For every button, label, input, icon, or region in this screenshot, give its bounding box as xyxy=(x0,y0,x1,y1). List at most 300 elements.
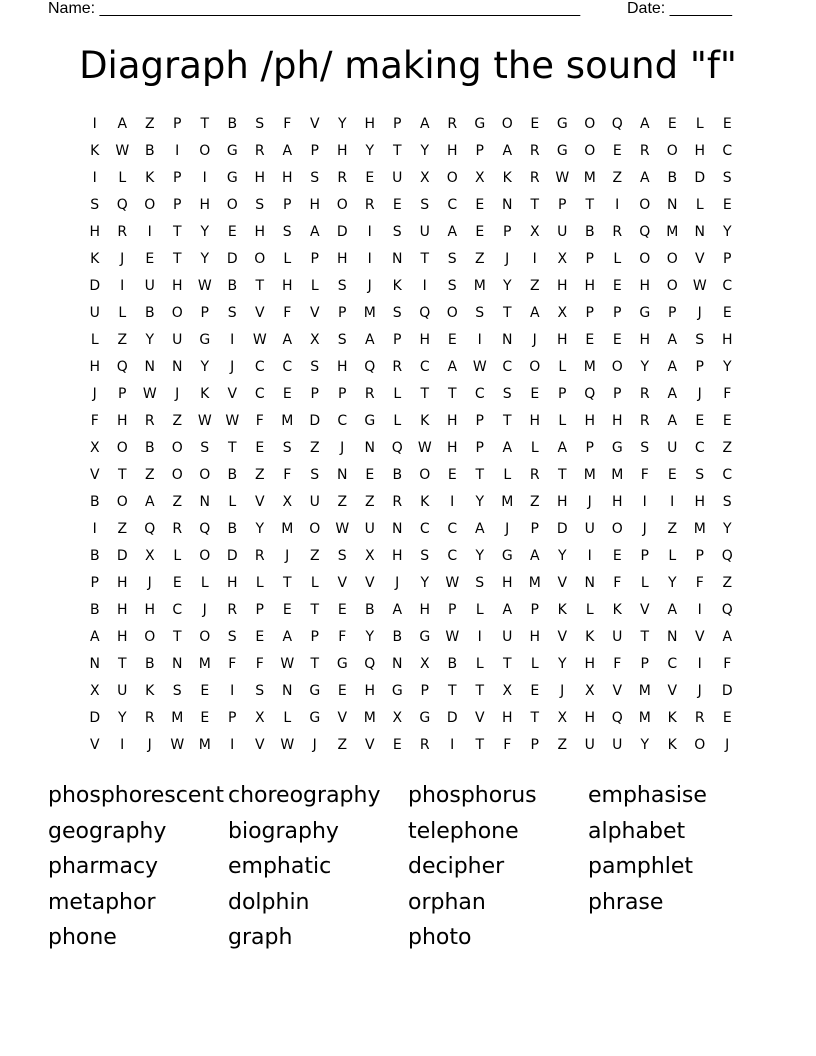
grid-letter: C xyxy=(722,143,733,159)
grid-letter: B xyxy=(447,656,458,672)
grid-letter: P xyxy=(283,197,292,213)
grid-letter: H xyxy=(336,143,348,159)
grid-letter: H xyxy=(611,413,623,429)
grid-letter: S xyxy=(502,386,512,402)
grid-letter: P xyxy=(723,251,732,267)
grid-letter: A xyxy=(502,143,513,159)
grid-letter: T xyxy=(200,116,210,132)
grid-letter: E xyxy=(475,197,485,213)
grid-letter: A xyxy=(474,521,485,537)
grid-row xyxy=(81,708,741,735)
grid-letter: H xyxy=(89,359,101,375)
grid-letter: E xyxy=(282,386,292,402)
grid-letter: O xyxy=(611,359,623,375)
grid-letter: H xyxy=(281,278,293,294)
grid-letter: W xyxy=(280,656,295,672)
grid-letter: P xyxy=(503,224,512,240)
grid-letter: N xyxy=(502,332,513,348)
grid-letter: M xyxy=(638,710,651,726)
grid-letter: V xyxy=(89,737,100,753)
grid-letter: B xyxy=(227,467,238,483)
grid-letter: Y xyxy=(255,521,265,537)
grid-letter: U xyxy=(364,521,375,537)
grid-letter: A xyxy=(722,629,733,645)
grid-letter: Y xyxy=(475,494,485,510)
grid-row xyxy=(81,627,741,654)
grid-letter: I xyxy=(450,494,455,510)
grid-letter: S xyxy=(722,494,732,510)
grid-letter: D xyxy=(89,278,101,294)
grid-letter: I xyxy=(92,116,97,132)
grid-letter: U xyxy=(667,440,678,456)
grid-letter: P xyxy=(695,359,704,375)
grid-letter: G xyxy=(611,440,623,456)
grid-letter: M xyxy=(473,278,486,294)
grid-letter: L xyxy=(558,413,567,429)
grid-letter: F xyxy=(338,629,347,645)
grid-letter: B xyxy=(584,224,595,240)
grid-letter: O xyxy=(446,305,458,321)
grid-letter: G xyxy=(226,143,238,159)
grid-letter: W xyxy=(472,359,487,375)
grid-letter: T xyxy=(475,467,485,483)
grid-letter: C xyxy=(254,359,265,375)
grid-row xyxy=(81,573,741,600)
grid-letter: A xyxy=(639,116,650,132)
grid-letter: T xyxy=(117,656,127,672)
grid-letter: S xyxy=(392,305,402,321)
grid-letter: A xyxy=(117,116,128,132)
grid-letter: Z xyxy=(309,440,320,456)
grid-letter: I xyxy=(120,278,125,294)
grid-letter: S xyxy=(200,440,210,456)
grid-letter: L xyxy=(668,548,677,564)
grid-letter: E xyxy=(365,170,375,186)
grid-letter: W xyxy=(225,413,240,429)
grid-letter: J xyxy=(395,575,400,591)
grid-letter: S xyxy=(282,440,292,456)
grid-letter: D xyxy=(336,224,348,240)
grid-letter: H xyxy=(556,278,568,294)
grid-letter: H xyxy=(446,413,458,429)
grid-letter: G xyxy=(391,683,403,699)
word-list-item: phosphorescent xyxy=(48,783,224,808)
grid-letter: H xyxy=(694,143,706,159)
grid-letter: E xyxy=(392,197,402,213)
grid-letter: T xyxy=(640,629,650,645)
grid-letter: V xyxy=(254,737,265,753)
grid-letter: M xyxy=(363,710,376,726)
grid-letter: X xyxy=(254,710,265,726)
grid-letter: V xyxy=(364,737,375,753)
grid-letter: T xyxy=(172,251,182,267)
grid-letter: R xyxy=(254,548,265,564)
grid-letter: F xyxy=(613,656,622,672)
grid-letter: V xyxy=(337,710,348,726)
grid-letter: P xyxy=(310,143,319,159)
grid-letter: S xyxy=(475,305,485,321)
grid-letter: C xyxy=(337,413,348,429)
grid-row xyxy=(81,519,741,546)
grid-letter: H xyxy=(419,332,431,348)
grid-letter: R xyxy=(612,224,623,240)
grid-letter: W xyxy=(692,278,707,294)
grid-letter: V xyxy=(694,629,705,645)
grid-letter: P xyxy=(613,305,622,321)
grid-letter: N xyxy=(364,440,375,456)
grid-letter: O xyxy=(639,251,651,267)
grid-letter: Q xyxy=(721,602,733,618)
grid-letter: M xyxy=(666,224,679,240)
grid-letter: X xyxy=(529,224,540,240)
grid-letter: X xyxy=(584,683,595,699)
grid-letter: A xyxy=(144,494,155,510)
grid-letter: Z xyxy=(364,494,375,510)
grid-letter: L xyxy=(475,602,484,618)
grid-letter: O xyxy=(171,467,183,483)
grid-letter: E xyxy=(667,467,677,483)
grid-letter: X xyxy=(364,548,375,564)
grid-letter: Y xyxy=(557,548,567,564)
grid-letter: X xyxy=(392,710,403,726)
grid-letter: W xyxy=(417,440,432,456)
grid-letter: V xyxy=(309,305,320,321)
grid-letter: I xyxy=(367,224,372,240)
grid-letter: P xyxy=(530,602,539,618)
grid-letter: J xyxy=(312,737,317,753)
grid-letter: J xyxy=(147,575,152,591)
word-list-item: pamphlet xyxy=(588,854,694,879)
grid-letter: Y xyxy=(640,359,650,375)
grid-letter: Q xyxy=(364,656,376,672)
grid-letter: S xyxy=(420,548,430,564)
grid-letter: L xyxy=(393,413,402,429)
grid-letter: O xyxy=(666,278,678,294)
grid-letter: O xyxy=(199,629,211,645)
grid-letter: M xyxy=(583,170,596,186)
grid-letter: U xyxy=(144,278,155,294)
grid-letter: E xyxy=(722,305,732,321)
grid-letter: Y xyxy=(420,575,430,591)
word-list-item: biography xyxy=(228,818,339,844)
grid-letter: O xyxy=(171,305,183,321)
grid-letter: R xyxy=(529,143,540,159)
grid-letter: Z xyxy=(337,737,348,753)
grid-letter: Q xyxy=(144,521,156,537)
grid-letter: H xyxy=(721,332,733,348)
grid-letter: K xyxy=(585,629,595,645)
grid-row xyxy=(81,141,741,168)
grid-letter: M xyxy=(198,737,211,753)
grid-letter: C xyxy=(722,278,733,294)
grid-letter: N xyxy=(282,683,293,699)
grid-letter: C xyxy=(254,386,265,402)
grid-letter: T xyxy=(227,440,237,456)
grid-letter: U xyxy=(502,629,513,645)
grid-letter: S xyxy=(337,278,347,294)
grid-letter: E xyxy=(200,710,210,726)
grid-letter: B xyxy=(144,143,155,159)
grid-letter: V xyxy=(254,305,265,321)
grid-letter: Q xyxy=(584,386,596,402)
grid-letter: R xyxy=(529,467,540,483)
word-list-item: phosphorus xyxy=(408,783,537,808)
grid-letter: D xyxy=(446,710,458,726)
grid-letter: G xyxy=(556,143,568,159)
grid-letter: W xyxy=(555,170,570,186)
grid-letter: J xyxy=(725,737,730,753)
grid-letter: L xyxy=(475,656,484,672)
grid-letter: H xyxy=(364,116,376,132)
grid-letter: G xyxy=(419,710,431,726)
grid-letter: J xyxy=(697,386,702,402)
grid-letter: A xyxy=(639,170,650,186)
grid-letter: J xyxy=(587,494,592,510)
grid-letter: X xyxy=(282,494,293,510)
grid-letter: O xyxy=(226,197,238,213)
grid-letter: Z xyxy=(557,737,568,753)
grid-letter: F xyxy=(723,656,732,672)
grid-letter: E xyxy=(337,683,347,699)
grid-letter: S xyxy=(695,332,705,348)
grid-letter: R xyxy=(639,143,650,159)
grid-letter: I xyxy=(175,143,180,159)
grid-letter: T xyxy=(475,737,485,753)
grid-letter: A xyxy=(282,143,293,159)
grid-letter: I xyxy=(477,629,482,645)
grid-letter: Y xyxy=(722,521,732,537)
grid-letter: U xyxy=(89,305,100,321)
grid-letter: O xyxy=(309,521,321,537)
grid-letter: C xyxy=(667,656,678,672)
grid-letter: W xyxy=(280,737,295,753)
grid-letter: U xyxy=(392,170,403,186)
grid-letter: H xyxy=(501,575,513,591)
grid-letter: G xyxy=(419,629,431,645)
grid-letter: M xyxy=(583,467,596,483)
grid-row xyxy=(81,411,741,438)
grid-letter: F xyxy=(613,575,622,591)
grid-letter: P xyxy=(640,548,649,564)
grid-letter: Z xyxy=(474,251,485,267)
grid-letter: V xyxy=(309,116,320,132)
grid-letter: Z xyxy=(309,548,320,564)
grid-letter: B xyxy=(227,278,238,294)
grid-letter: X xyxy=(89,440,100,456)
grid-letter: K xyxy=(612,602,622,618)
grid-letter: H xyxy=(639,332,651,348)
grid-letter: B xyxy=(667,170,678,186)
grid-letter: Y xyxy=(420,143,430,159)
grid-letter: R xyxy=(117,224,128,240)
grid-letter: A xyxy=(529,305,540,321)
grid-letter: G xyxy=(364,413,376,429)
grid-letter: L xyxy=(310,575,319,591)
grid-letter: P xyxy=(420,683,429,699)
grid-letter: S xyxy=(695,467,705,483)
grid-letter: Q xyxy=(116,197,128,213)
grid-row xyxy=(81,465,741,492)
grid-letter: O xyxy=(199,467,211,483)
grid-letter: H xyxy=(364,683,376,699)
grid-letter: J xyxy=(560,683,565,699)
grid-letter: O xyxy=(144,629,156,645)
grid-letter: T xyxy=(502,305,512,321)
grid-letter: T xyxy=(475,683,485,699)
grid-letter: D xyxy=(226,548,238,564)
grid-letter: R xyxy=(639,386,650,402)
grid-letter: L xyxy=(310,278,319,294)
grid-letter: Z xyxy=(117,521,128,537)
grid-letter: I xyxy=(615,197,620,213)
grid-letter: Q xyxy=(721,548,733,564)
grid-letter: H xyxy=(501,710,513,726)
grid-letter: Q xyxy=(199,521,211,537)
grid-letter: P xyxy=(585,251,594,267)
grid-letter: C xyxy=(474,386,485,402)
grid-letter: L xyxy=(503,467,512,483)
grid-letter: F xyxy=(640,467,649,483)
grid-letter: H xyxy=(116,575,128,591)
grid-row xyxy=(81,114,741,141)
grid-letter: F xyxy=(283,305,292,321)
grid-letter: I xyxy=(697,656,702,672)
grid-letter: V xyxy=(337,575,348,591)
grid-letter: R xyxy=(694,710,705,726)
grid-letter: Y xyxy=(502,278,512,294)
grid-letter: P xyxy=(530,737,539,753)
grid-letter: E xyxy=(172,575,182,591)
grid-letter: U xyxy=(584,737,595,753)
grid-letter: A xyxy=(309,224,320,240)
grid-letter: S xyxy=(447,251,457,267)
grid-letter: L xyxy=(393,386,402,402)
grid-letter: Z xyxy=(529,278,540,294)
grid-letter: Q xyxy=(391,440,403,456)
grid-letter: K xyxy=(502,170,512,186)
grid-letter: S xyxy=(282,224,292,240)
grid-letter: T xyxy=(420,386,430,402)
grid-letter: E xyxy=(722,413,732,429)
grid-letter: L xyxy=(283,251,292,267)
grid-letter: A xyxy=(502,602,513,618)
grid-letter: B xyxy=(89,494,100,510)
grid-letter: P xyxy=(173,170,182,186)
grid-letter: P xyxy=(558,386,567,402)
word-list-item: metaphor xyxy=(48,889,156,915)
word-list-item: dolphin xyxy=(228,889,310,915)
grid-letter: P xyxy=(310,629,319,645)
grid-letter: Z xyxy=(722,575,733,591)
grid-letter: L xyxy=(530,440,539,456)
grid-letter: U xyxy=(117,683,128,699)
grid-letter: Q xyxy=(639,224,651,240)
grid-letter: H xyxy=(611,494,623,510)
grid-letter: A xyxy=(667,386,678,402)
grid-letter: X xyxy=(419,170,430,186)
grid-letter: J xyxy=(340,440,345,456)
grid-letter: A xyxy=(667,602,678,618)
grid-letter: S xyxy=(447,278,457,294)
grid-letter: P xyxy=(173,197,182,213)
grid-letter: L xyxy=(118,170,127,186)
grid-letter: P xyxy=(448,602,457,618)
grid-letter: O xyxy=(336,197,348,213)
grid-letter: Y xyxy=(337,116,347,132)
grid-letter: T xyxy=(502,413,512,429)
grid-letter: R xyxy=(639,413,650,429)
grid-letter: K xyxy=(392,278,402,294)
grid-letter: T xyxy=(447,386,457,402)
grid-letter: Q xyxy=(611,710,623,726)
grid-letter: M xyxy=(693,521,706,537)
date-field-label: Date: _______ xyxy=(627,0,732,17)
word-list-item: alphabet xyxy=(588,818,686,844)
grid-letter: S xyxy=(310,170,320,186)
grid-letter: I xyxy=(230,737,235,753)
grid-letter: L xyxy=(640,575,649,591)
grid-row xyxy=(81,249,741,276)
grid-letter: N xyxy=(667,197,678,213)
grid-letter: J xyxy=(505,251,510,267)
grid-letter: L xyxy=(613,251,622,267)
grid-letter: H xyxy=(419,602,431,618)
grid-letter: R xyxy=(392,359,403,375)
grid-letter: V xyxy=(694,251,705,267)
grid-letter: K xyxy=(200,386,210,402)
grid-letter: M xyxy=(171,710,184,726)
grid-letter: I xyxy=(230,683,235,699)
grid-letter: B xyxy=(144,440,155,456)
grid-letter: I xyxy=(422,278,427,294)
grid-letter: K xyxy=(90,143,100,159)
grid-letter: G xyxy=(336,656,348,672)
grid-letter: C xyxy=(172,602,183,618)
grid-letter: H xyxy=(446,143,458,159)
grid-row xyxy=(81,438,741,465)
word-list-item: pharmacy xyxy=(48,854,159,879)
grid-letter: F xyxy=(255,656,264,672)
grid-letter: E xyxy=(475,224,485,240)
grid-letter: L xyxy=(118,305,127,321)
grid-letter: S xyxy=(227,305,237,321)
grid-letter: G xyxy=(474,116,486,132)
grid-letter: E xyxy=(722,116,732,132)
grid-letter: X xyxy=(309,332,320,348)
grid-letter: S xyxy=(90,197,100,213)
grid-letter: J xyxy=(230,359,235,375)
grid-letter: O xyxy=(639,197,651,213)
grid-letter: O xyxy=(199,143,211,159)
grid-letter: V xyxy=(89,467,100,483)
grid-letter: N xyxy=(144,359,155,375)
grid-letter: T xyxy=(530,710,540,726)
grid-letter: X xyxy=(557,305,568,321)
grid-letter: Z xyxy=(172,494,183,510)
grid-letter: I xyxy=(670,494,675,510)
grid-letter: P xyxy=(310,251,319,267)
grid-row xyxy=(81,735,741,762)
grid-letter: H xyxy=(336,251,348,267)
grid-letter: U xyxy=(584,521,595,537)
grid-letter: B xyxy=(392,629,403,645)
grid-letter: F xyxy=(723,386,732,402)
grid-letter: Z xyxy=(722,440,733,456)
grid-letter: O xyxy=(171,440,183,456)
grid-letter: O xyxy=(584,116,596,132)
grid-letter: R xyxy=(144,710,155,726)
grid-letter: S xyxy=(227,629,237,645)
